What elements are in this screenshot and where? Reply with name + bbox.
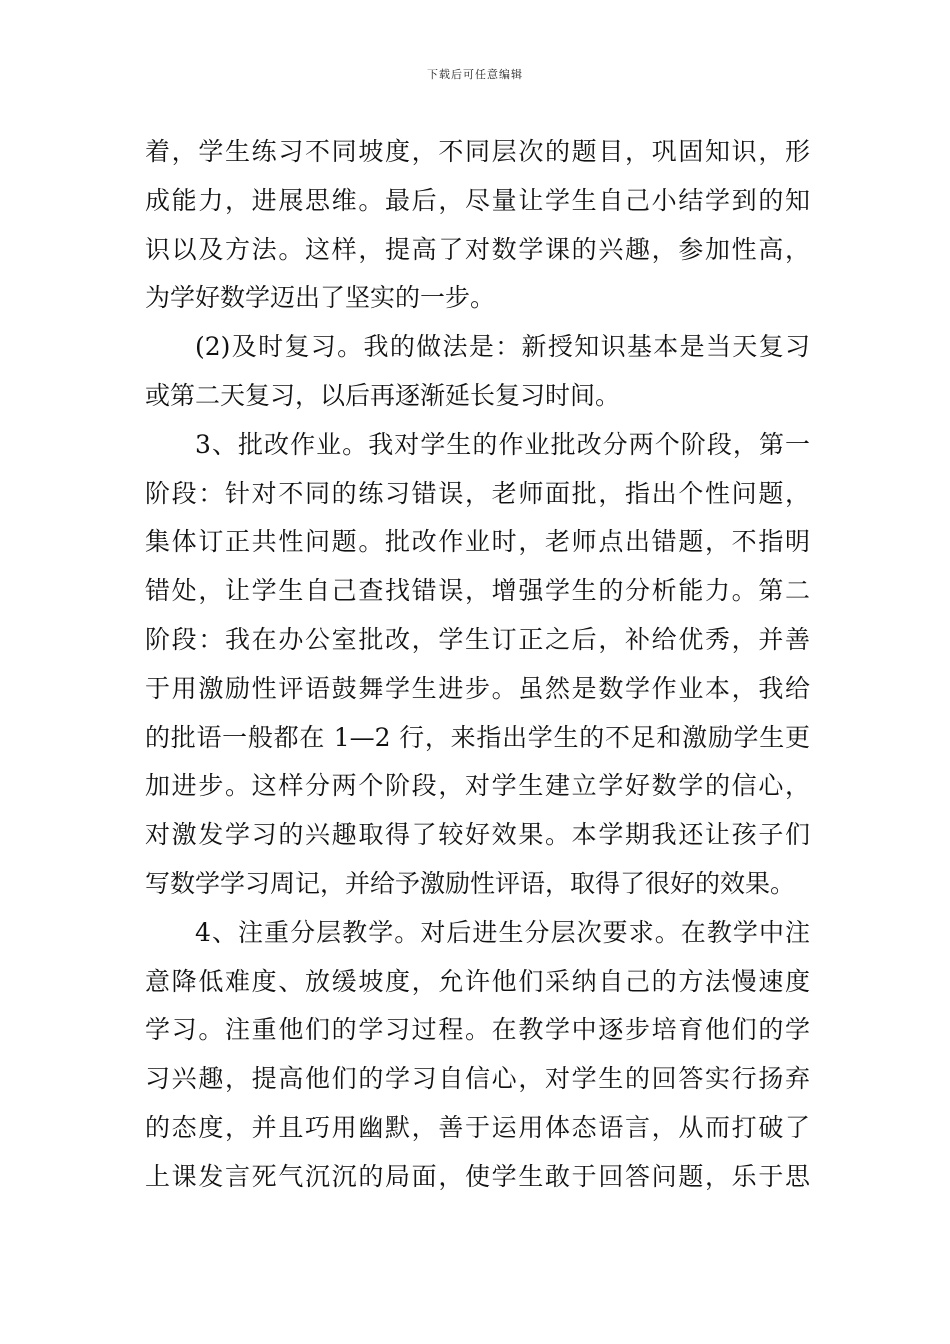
text-line: 或第二天复习，以后再逐渐延长复习时间。 xyxy=(145,380,621,410)
text-line: 学习。注重他们的学习过程。在教学中逐步培育他们的学 xyxy=(145,1015,810,1045)
text-line: 意降低难度、放缓坡度，允许他们采纳自己的方法慢速度 xyxy=(145,966,810,996)
text-line: 写数学学习周记，并给予激励性评语，取得了很好的效果。 xyxy=(145,868,796,898)
text-line: 为学好数学迈出了坚实的一步。 xyxy=(145,283,496,313)
text-line: 阶段：针对不同的练习错误，老师面批，指出个性问题， xyxy=(145,478,810,508)
paragraph xyxy=(145,128,810,323)
text-line: 4、注重分层教学。对后进生分层次要求。在教学中注 xyxy=(195,917,810,947)
text-line: (2)及时复习。我的做法是：新授知识基本是当天复习 xyxy=(195,332,810,362)
paragraph xyxy=(145,421,810,909)
body-text xyxy=(145,128,810,1202)
text-line: 集体订正共性问题。批改作业时，老师点出错题，不指明 xyxy=(145,527,810,557)
text-line: 着，学生练习不同坡度，不同层次的题目，巩固知识，形 xyxy=(145,137,810,166)
paragraph xyxy=(145,909,810,1202)
text-line: 错处，让学生自己查找错误，增强学生的分析能力。第二 xyxy=(145,576,810,606)
paragraph xyxy=(145,323,810,421)
text-line: 上课发言死气沉沉的局面，使学生敢于回答问题，乐于思 xyxy=(145,1161,810,1191)
text-line: 阶段：我在办公室批改，学生订正之后，补给优秀，并善 xyxy=(145,624,810,654)
text-line: 于用激励性评语鼓舞学生进步。虽然是数学作业本，我给 xyxy=(145,673,810,703)
text-line: 加进步。这样分两个阶段，对学生建立学好数学的信心， xyxy=(145,771,810,801)
text-line: 3、批改作业。我对学生的作业批改分两个阶段，第一 xyxy=(195,429,810,459)
text-line: 的态度，并且巧用幽默，善于运用体态语言，从而打破了 xyxy=(145,1112,810,1142)
text-line: 识以及方法。这样，提高了对数学课的兴趣，参加性高， xyxy=(145,234,810,264)
text-line: 的批语一般都在 1—2 行，来指出学生的不足和激励学生更 xyxy=(145,722,810,752)
header-note: 下载后可任意编辑 xyxy=(427,68,523,81)
text-line: 习兴趣，提高他们的学习自信心，对学生的回答实行扬弃 xyxy=(145,1064,810,1094)
text-line: 对激发学习的兴趣取得了较好效果。本学期我还让孩子们 xyxy=(145,820,810,850)
text-line: 成能力，进展思维。最后，尽量让学生自己小结学到的知 xyxy=(145,185,810,215)
